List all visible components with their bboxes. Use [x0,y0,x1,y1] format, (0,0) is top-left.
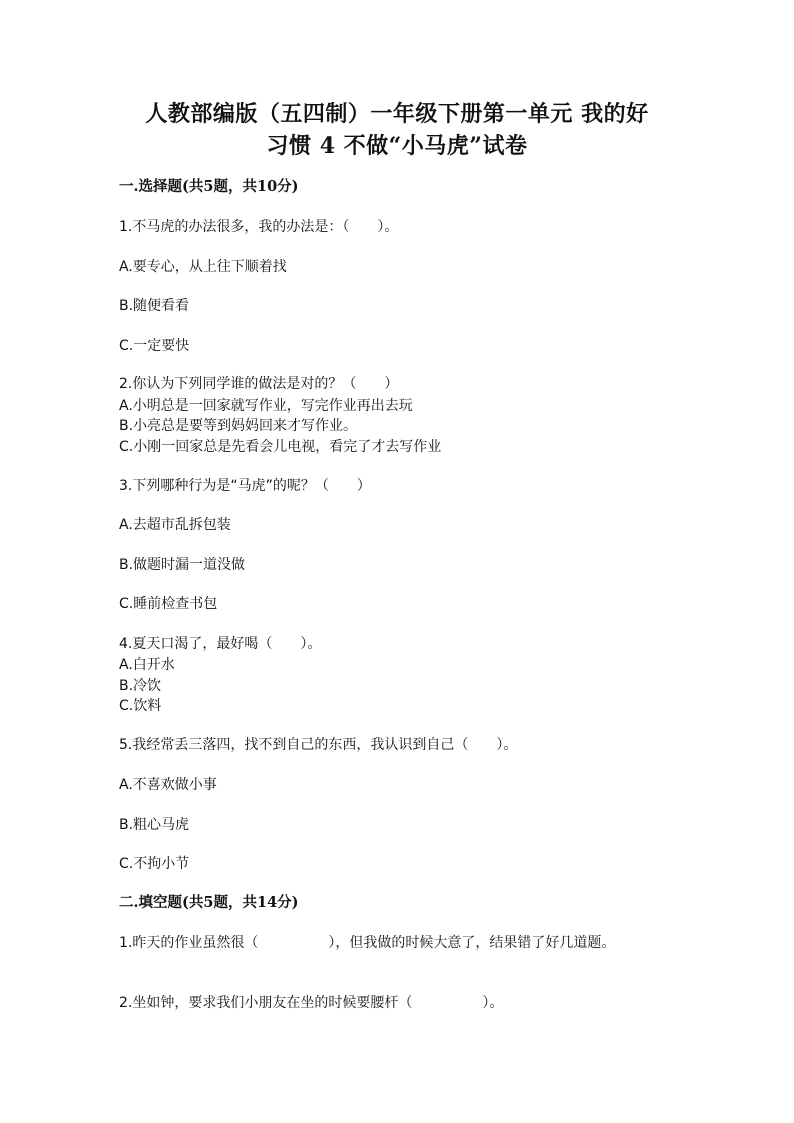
question-4-option-c: C.饮料 [119,698,162,714]
question-5-option-a: A.不喜欢做小事 [119,777,217,793]
question-3-stem: 3.下列哪种行为是“马虎”的呢？（ ） [119,478,371,494]
question-3-option-b: B.做题时漏一道没做 [119,557,246,573]
question-4-stem: 4.夏天口渴了，最好喝（ ）。 [119,636,322,652]
question-2-option-b: B.小亮总是要等到妈妈回来才写作业。 [119,418,358,434]
question-4-option-b: B.冷饮 [119,678,162,694]
document-title-line-2: 习惯 4 不做“小马虎”试卷 [266,133,528,159]
fill-question-2: 2.坐如钟，要求我们小朋友在坐的时候要腰杆（ ）。 [119,995,504,1011]
question-5-option-c: C.不拘小节 [119,856,190,872]
question-1-stem: 1.不马虎的办法很多，我的办法是：（ ）。 [119,219,399,235]
question-2-option-c: C.小刚一回家总是先看会儿电视，看完了才去写作业 [119,439,442,455]
section-1-heading: 一.选择题(共5题，共10分) [119,178,299,195]
question-4-option-a: A.白开水 [119,657,175,673]
question-1-option-b: B.随便看看 [119,298,190,314]
question-1-option-c: C.一定要快 [119,338,190,354]
question-1-option-a: A.要专心，从上往下顺着找 [119,259,287,275]
question-5-stem: 5.我经常丢三落四，找不到自己的东西，我认识到自己（ ）。 [119,737,518,753]
section-2-heading: 二.填空题(共5题，共14分) [119,894,299,911]
question-3-option-a: A.去超市乱拆包装 [119,517,231,533]
question-2-option-a: A.小明总是一回家就写作业，写完作业再出去玩 [119,398,413,414]
question-2-stem: 2.你认为下列同学谁的做法是对的？（ ） [119,376,399,392]
document-title-line-1: 人教部编版（五四制）一年级下册第一单元 我的好 [145,101,649,127]
fill-question-1: 1.昨天的作业虽然很（ ），但我做的时候大意了，结果错了好几道题。 [119,935,616,951]
question-3-option-c: C.睡前检查书包 [119,596,218,612]
question-5-option-b: B.粗心马虎 [119,817,190,833]
